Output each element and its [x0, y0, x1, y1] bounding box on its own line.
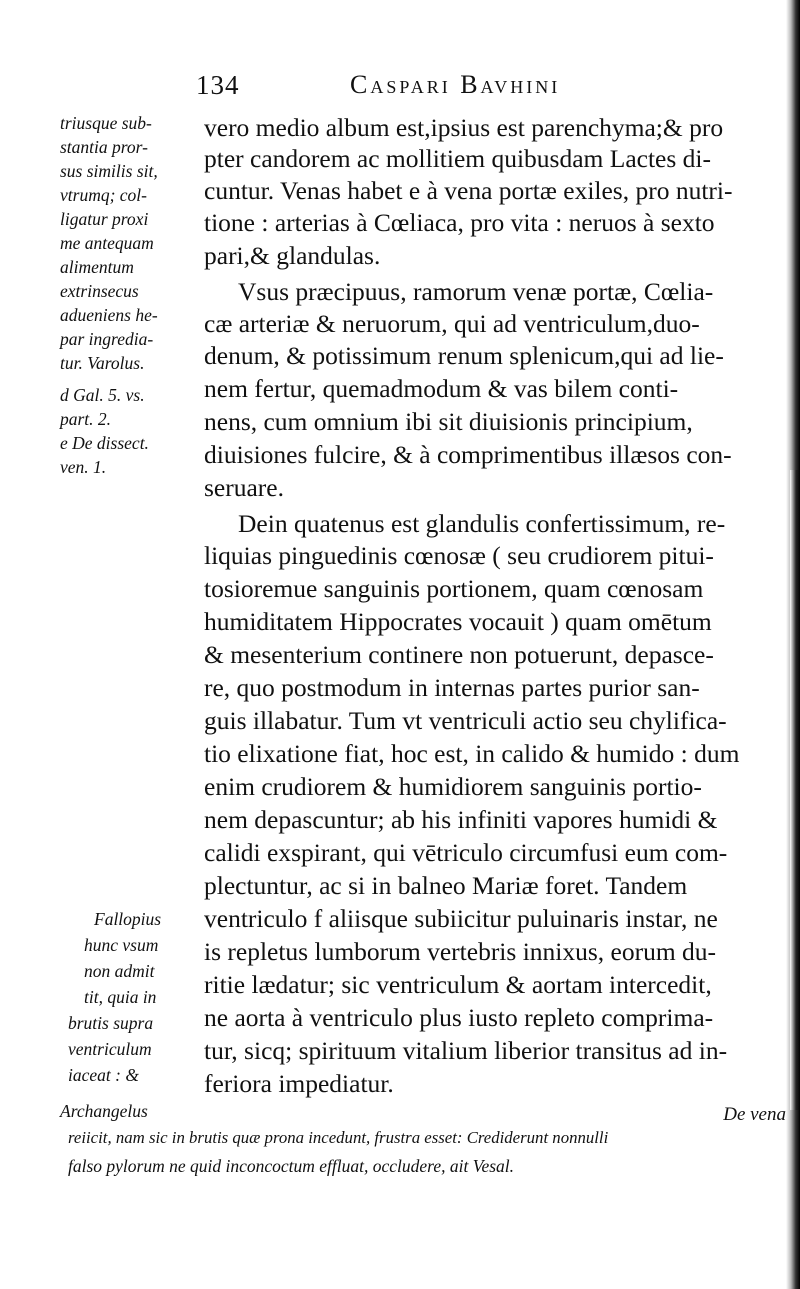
main-text-line: cæ arteriæ & neruorum, qui ad ventriculum,duo-: [204, 309, 700, 338]
margin-note-line: adueniens he-: [60, 305, 158, 325]
margin-note-line: tur. Varolus.: [60, 353, 145, 373]
main-text-line: liquias pinguedinis cœnosæ ( seu crudiorem pitui-: [204, 541, 714, 570]
main-text-line: re, quo postmodum in internas partes purior san-: [204, 673, 700, 702]
catchword: De vena: [723, 1104, 786, 1125]
main-text-line: denum, & potissimum renum splenicum,qui ad lie-: [204, 341, 724, 370]
margin-note-line: tit, quia in: [84, 987, 157, 1007]
main-text-line: plectuntur, ac si in balneo Mariæ foret. Tandem: [204, 871, 688, 900]
main-text-line: enim crudiorem & humidiorem sanguinis portio-: [204, 772, 702, 801]
margin-note-line: ven. 1.: [60, 457, 107, 477]
main-text-line: ne aorta à ventriculo plus iusto repleto comprima-: [204, 1003, 714, 1032]
main-text-line: is repletus lumborum vertebris innixus, eorum du-: [204, 937, 717, 966]
margin-note-line: e De dissect.: [60, 433, 149, 453]
main-text-line: tio elixatione fiat, hoc est, in calido & humido : dum: [204, 739, 740, 768]
main-text-line: ventriculo f aliisque subiicitur puluinaris instar, ne: [204, 904, 718, 933]
margin-note-line: ventriculum: [68, 1039, 152, 1059]
margin-note-line: sus similis sit,: [60, 161, 158, 181]
footnote-line: falso pylorum ne quid inconcoctum effluat, occludere, ait Vesal.: [68, 1156, 515, 1176]
main-text-line: & mesenterium continere non potuerunt, depasce-: [204, 640, 714, 669]
main-text-line: Dein quatenus est glandulis confertissimum, re-: [238, 509, 726, 538]
main-text-line: nem depascuntur; ab his infiniti vapores humidi &: [204, 805, 718, 834]
margin-note-line: part. 2.: [60, 409, 112, 429]
margin-note-line: d Gal. 5. vs.: [60, 385, 145, 405]
main-text-line: tosioremue sanguinis portionem, quam cœnosam: [204, 574, 704, 603]
main-text-line: ritie lædatur; sic ventriculum & aortam intercedit,: [204, 970, 712, 999]
margin-note-line: me antequam: [60, 233, 154, 253]
main-text-line: pari,& glandulas.: [204, 241, 381, 270]
margin-note-line: Fallopius: [94, 909, 162, 929]
margin-note-line: alimentum: [60, 257, 134, 277]
main-text-line: calidi exspirant, qui vētriculo circumfusi eum com-: [204, 838, 728, 867]
margin-note-line: ligatur proxi: [60, 209, 149, 229]
main-text-line: nem fertur, quemadmodum & vas bilem conti-: [204, 374, 679, 403]
page-edge-shadow-lower: [790, 470, 800, 1110]
main-text-line: humiditatem Hippocrates vocauit ) quam omētum: [204, 607, 712, 636]
margin-note-line: non admit: [84, 961, 155, 981]
margin-note-line: par ingredia-: [60, 329, 154, 349]
main-text-line: feriora impediatur.: [204, 1069, 394, 1098]
main-text-line: Vsus præcipuus, ramorum venæ portæ, Cœlia-: [238, 277, 714, 306]
main-text-line: vero medio album est,ipsius est parenchyma;& pro: [204, 113, 724, 142]
margin-note-line: brutis supra: [68, 1013, 154, 1033]
main-text-line: seruare.: [204, 473, 284, 502]
main-text-line: diuisiones fulcire, & à comprimentibus illæsos con-: [204, 440, 732, 469]
main-text-line: pter candorem ac mollitiem quibusdam Lactes di-: [204, 144, 711, 173]
page-number: 134: [196, 70, 240, 100]
main-text-line: guis illabatur. Tum vt ventriculi actio seu chylifica-: [204, 706, 727, 735]
margin-note-line: triusque sub-: [60, 113, 152, 133]
footnote-line: reiicit, nam sic in brutis quæ prona incedunt, frustra esset: Crediderunt nonnulli: [68, 1128, 609, 1147]
margin-note-line: extrinsecus: [60, 281, 139, 301]
margin-note-line: stantia pror-: [60, 137, 148, 157]
main-text-line: tione : arterias à Cœliaca, pro vita : neruos à sexto: [204, 208, 715, 237]
margin-note-line: Archangelus: [60, 1101, 148, 1121]
main-text-line: tur, sicq; spirituum vitalium liberior transitus ad in-: [204, 1036, 728, 1065]
margin-note-line: iaceat : &: [68, 1065, 139, 1085]
running-head: Caspari Bavhini: [350, 70, 561, 99]
margin-note-line: hunc vsum: [84, 935, 159, 955]
main-text-line: nens, cum omnium ibi sit diuisionis principium,: [204, 407, 693, 436]
margin-note-line: vtrumq; col-: [60, 185, 147, 205]
page-header: [196, 70, 796, 110]
main-text-line: cuntur. Venas habet e à vena portæ exiles, pro nutri-: [204, 176, 733, 205]
